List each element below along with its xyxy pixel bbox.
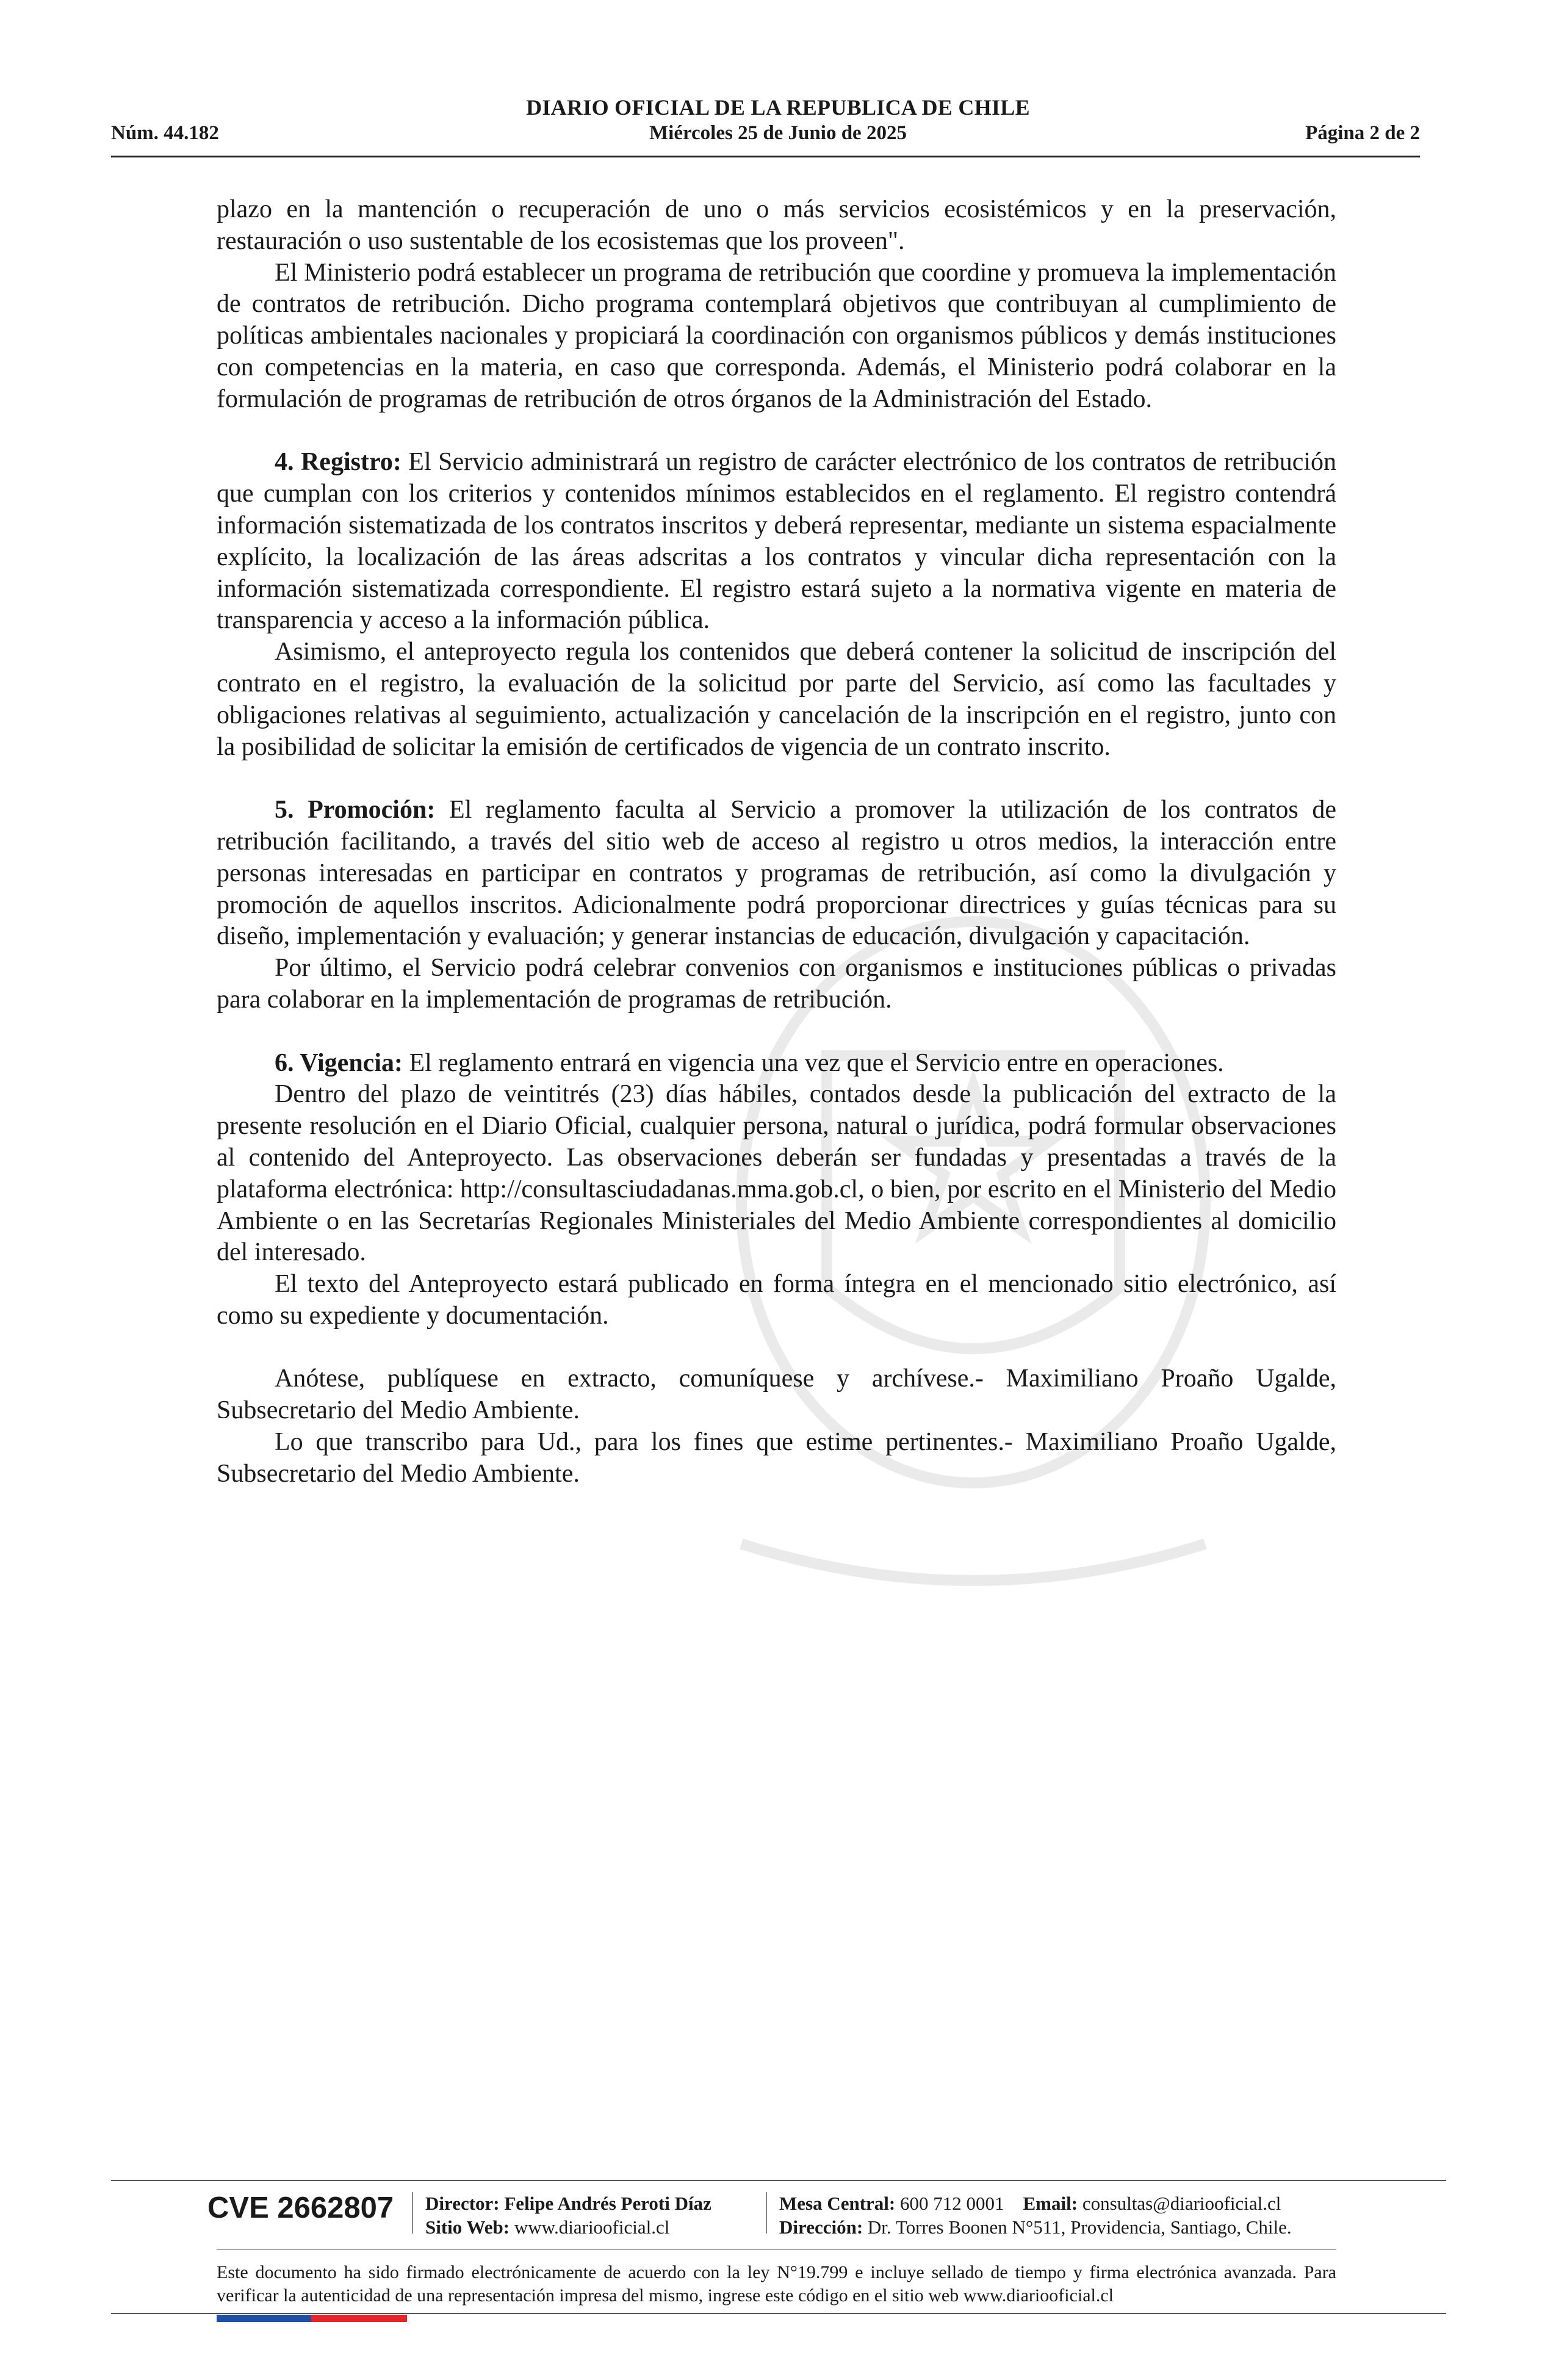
section-heading: 6. Vigencia:	[275, 1048, 403, 1077]
footer-separator	[412, 2192, 413, 2234]
address-label: Dirección:	[779, 2216, 863, 2238]
phone-label: Mesa Central:	[779, 2193, 896, 2214]
closing-paragraph: Lo que transcribo para Ud., para los fines que estime pertinentes.- Maximiliano Proaño Ugalde, Subsecretario del Medio Ambiente.	[217, 1428, 1336, 1488]
paragraph: Por último, el Servicio podrá celebrar convenios con organismos e instituciones públicas o privadas para colaborar en la implementación de programas de retribución.	[217, 954, 1336, 1014]
website-label: Sitio Web:	[425, 2216, 510, 2238]
section-promocion	[217, 795, 1336, 953]
email-label: Email:	[1023, 2193, 1078, 2214]
section-text: El reglamento faculta al Servicio a promover la utilización de los contratos de retribución facilitando, a través del sitio web de acceso al registro u otros medios, la interacción entre personas interesadas en participar en contratos y programas de retribución, así como la divulgación y promoción de aquellos inscritos. Adicionalmente podrá proporcionar directrices y guías técnicas para su diseño, implementación y evaluación; y generar instancias de educación, divulgación y capacitación.	[217, 796, 1337, 951]
page-indicator: Página 2 de 2	[1305, 122, 1420, 144]
paragraph: plazo en la mantención o recuperación de uno o más servicios ecosistémicos y en la preservación, restauración o uso sustentable de los ecosistemas que los proveen".	[217, 195, 1336, 255]
section-heading: 4. Registro:	[275, 448, 402, 477]
legal-notice: Este documento ha sido firmado electrónicamente de acuerdo con la ley N°19.799 e incluye sellado de tiempo y firma electrónica avanzada. Para verificar la autenticidad de una representación impresa del mismo, ingrese este código en el sitio web www.diariooficial.cl	[217, 2262, 1336, 2306]
paragraph: Dentro del plazo de veintitrés (23) días hábiles, contados desde la publicación del extracto de la presente resolución en el Diario Oficial, cualquier persona, natural o jurídica, podrá formular observaciones al contenido del Anteproyecto. Las observaciones deberán ser fundadas y presentadas a través de la plataforma electrónica: http://consultasciudadanas.mma.gob.cl, o bien, por escrito en el Ministerio del Medio Ambiente o en las Secretarías Regionales Ministeriales del Medio Ambiente correspondientes al domicilio del interesado.	[217, 1080, 1336, 1267]
cve-code: CVE 2662807	[207, 2191, 394, 2224]
director-label: Director:	[425, 2193, 500, 2214]
issue-number: Núm. 44.182	[111, 122, 219, 144]
flag-stripe-red	[311, 2315, 407, 2322]
footer-top-divider	[111, 2180, 1446, 2181]
director-name: Felipe Andrés Peroti Díaz	[504, 2193, 711, 2214]
website-link[interactable]: www.diariooficial.cl	[514, 2216, 670, 2238]
closing-paragraph: Anótese, publíquese en extracto, comuníquese y archívese.- Maximiliano Proaño Ugalde, Subsecretario del Medio Ambiente.	[217, 1365, 1336, 1425]
section-text: El Servicio administrará un registro de carácter electrónico de los contratos de retribución que cumplan con los criterios y contenidos mínimos establecidos en el reglamento. El registro contendrá información sistematizada de los contratos inscritos y deberá representar, mediante un sistema espacialmente explícito, la localización de las áreas adscritas a los contratos y vincular dicha representación con la información sistematizada correspondiente. El registro estará sujeto a la normativa vigente en materia de transparencia y acceso a la información pública.	[217, 448, 1337, 635]
phone-number: 600 712 0001	[900, 2193, 1004, 2214]
publication-date: Miércoles 25 de Junio de 2025	[649, 122, 907, 144]
footer-contact-block	[779, 2191, 1292, 2239]
paragraph: El texto del Anteproyecto estará publicado en forma íntegra en el mencionado sitio electrónico, así como su expediente y documentación.	[217, 1270, 1336, 1330]
section-vigencia	[217, 1048, 1336, 1080]
footer-inner-divider	[217, 2249, 1336, 2250]
document-body	[217, 194, 1336, 1490]
footer-director-block	[425, 2191, 711, 2239]
email-link[interactable]: consultas@diariooficial.cl	[1082, 2193, 1281, 2214]
footer-bottom-divider	[111, 2313, 1446, 2314]
flag-stripe-blue	[217, 2315, 311, 2322]
section-registro	[217, 447, 1336, 636]
header-divider	[111, 156, 1420, 157]
section-text: El reglamento entrará en vigencia una vez que el Servicio entre en operaciones.	[409, 1048, 1224, 1077]
section-heading: 5. Promoción:	[275, 796, 436, 824]
address-text: Dr. Torres Boonen N°511, Providencia, Santiago, Chile.	[867, 2216, 1292, 2238]
footer-separator	[766, 2192, 767, 2234]
paragraph: Asimismo, el anteproyecto regula los contenidos que deberá contener la solicitud de inscripción del contrato en el registro, la evaluación de la solicitud por parte del Servicio, así como las facultades y obligaciones relativas al seguimiento, actualización y cancelación de la inscripción en el registro, junto con la posibilidad de solicitar la emisión de certificados de vigencia de un contrato inscrito.	[217, 638, 1336, 761]
paragraph: El Ministerio podrá establecer un programa de retribución que coordine y promueva la implementación de contratos de retribución. Dicho programa contemplará objetivos que contribuyan al cumplimiento de políticas ambientales nacionales y propiciará la coordinación con organismos públicos y demás instituciones con competencias en la materia, en caso que corresponda. Además, el Ministerio podrá colaborar en la formulación de programas de retribución de otros órganos de la Administración del Estado.	[217, 258, 1336, 413]
newspaper-title: DIARIO OFICIAL DE LA REPUBLICA DE CHILE	[526, 95, 1030, 120]
